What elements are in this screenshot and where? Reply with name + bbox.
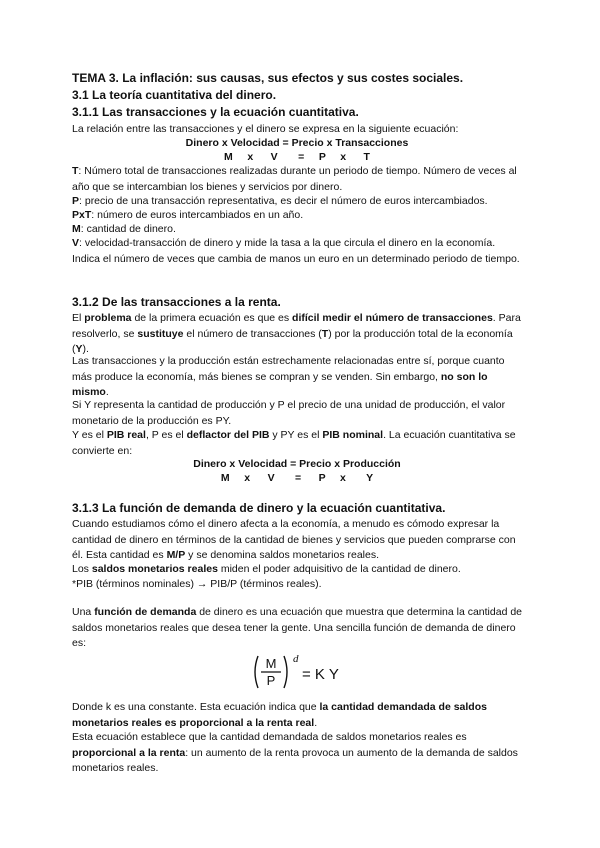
section-3-1-2-heading: 3.1.2 De las transacciones a la renta. [72, 295, 281, 309]
paragraph-constant-k: Donde k es una constante. Esta ecuación indica que la cantidad demandada de saldos monetarios reales es proporcional a la renta real. [72, 701, 487, 729]
paragraph-real-balances: Cuando estudiamos cómo el dinero afecta a la economía, a menudo es cómodo expresar la cantidad de dinero en términos de la cantidad de bienes y servicios que pueden comprarse con él. Esta cantidad es M/P y se denomina saldos monetarios reales. [72, 518, 516, 561]
equation-symbols-renta: M x V = P x Y [220, 472, 374, 484]
section-3-1-1-heading: 3.1.1 Las transacciones y la ecuación cuantitativa. [72, 105, 359, 119]
money-demand-formula [248, 652, 368, 692]
paragraph-pib-note: *PIB (términos nominales) → PIB/P (términos reales). [72, 578, 322, 590]
paragraph-demand-function: Una función de demanda de dinero es una ecuación que muestra que determina la cantidad de saldos monetarios reales que desea tener la gente. Una sencilla función de demanda de dinero es: [72, 606, 523, 649]
paragraph-pib: Y es el PIB real, P es el deflactor del PIB y PY es el PIB nominal. La ecuación cuantitativa se convierte en: [72, 429, 516, 457]
definition-term: V [72, 237, 80, 249]
paragraph-purchasing-power: Los saldos monetarios reales miden el poder adquisitivo de la cantidad de dinero. [72, 563, 461, 575]
definition-text: : velocidad-transacción de dinero y mide la tasa a la que circula el dinero en la economía. Indica el número de veces que cambia de manos un euro en un determinado periodo de tiempo. [72, 237, 520, 265]
formula-superscript: d [293, 653, 299, 665]
section-3-1-heading: 3.1 La teoría cuantitativa del dinero. [72, 88, 277, 102]
definition-text: : Número total de transacciones realizadas durante un periodo de tiempo. Número de veces al año que se intercambian los bienes y servicios por dinero. [72, 165, 517, 193]
paragraph-relation: Las transacciones y la producción están estrechamente relacionadas entre sí, porque cuanto más produce la economía, más bienes se compran y se venden. Sin embargo, no son lo mismo. [72, 355, 505, 398]
section-3-1-3-heading: 3.1.3 La función de demanda de dinero y la ecuación cuantitativa. [72, 501, 446, 515]
formula-numerator: M [265, 656, 277, 671]
formula-rhs: = K Y [302, 666, 339, 683]
equation-words-renta: Dinero x Velocidad = Precio x Producción [193, 458, 401, 470]
definition-text: : número de euros intercambiados en un año. [91, 209, 304, 221]
paragraph-proportional: Esta ecuación establece que la cantidad demandada de saldos monetarios reales es proporcional a la renta: un aumento de la renta provoca un aumento de la demanda de saldos monetarios reales. [72, 731, 518, 774]
definition-text: : precio de una transacción representativa, es decir el número de euros intercambiados. [79, 195, 488, 207]
definition-text: : cantidad de dinero. [80, 223, 176, 235]
definition-t [72, 164, 522, 195]
intro-paragraph: La relación entre las transacciones y el dinero se expresa en la siguiente ecuación: [72, 123, 459, 135]
definition-v [72, 236, 522, 267]
definition-term: P [72, 195, 80, 207]
equation-symbols: M x V = P x T [224, 151, 370, 163]
paragraph-y-definition: Si Y representa la cantidad de producción y P el precio de una unidad de producción, el valor monetario de la producción es PY. [72, 399, 506, 427]
definition-term: M [72, 223, 81, 235]
formula-denominator: P [266, 673, 276, 688]
equation-words: Dinero x Velocidad = Precio x Transacciones [185, 137, 409, 149]
page-title: TEMA 3. La inflación: sus causas, sus efectos y sus costes sociales. [72, 71, 464, 85]
definition-term: T [72, 165, 79, 177]
paragraph-problem: El problema de la primera ecuación es que es difícil medir el número de transacciones. Para resolverlo, se sustituye el número de transacciones (T) por la producción total de la economía (Y). [72, 312, 521, 355]
definition-term: PxT [72, 209, 92, 221]
